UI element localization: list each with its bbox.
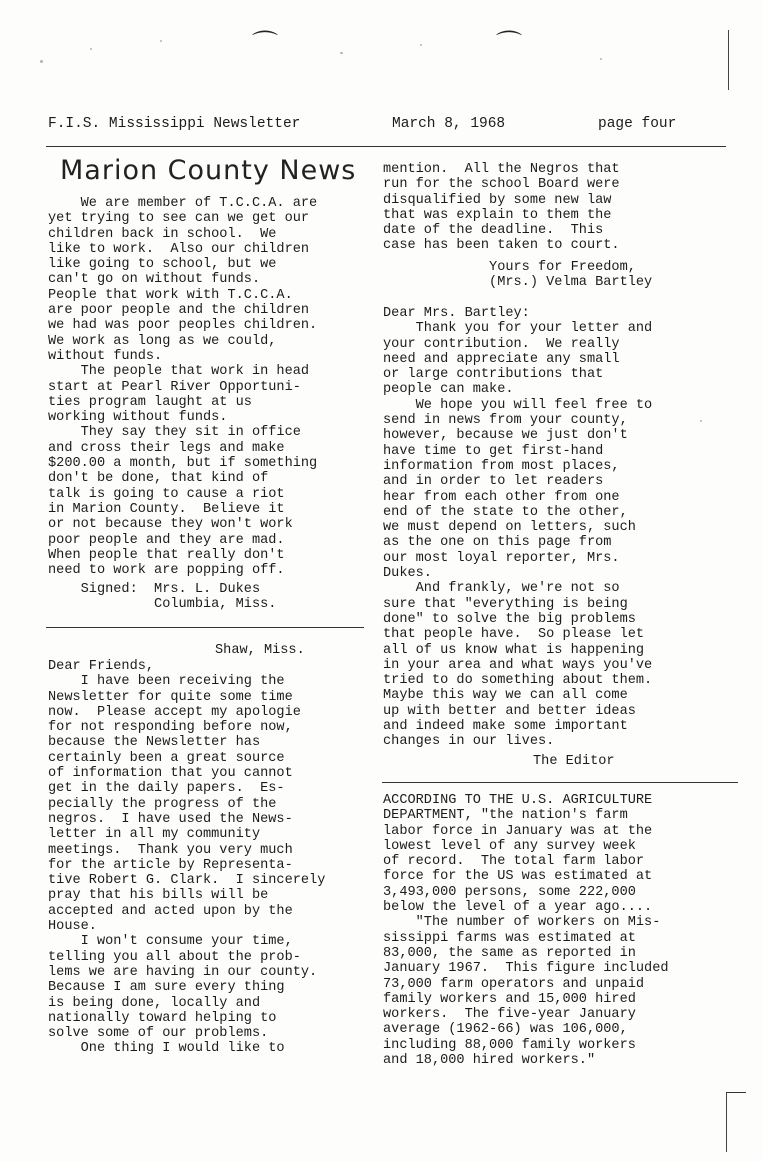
editor-signature: The Editor — [533, 754, 615, 769]
marion-signature: Signed: Mrs. L. Dukes Columbia, Miss. — [80, 582, 277, 613]
scan-speck — [700, 420, 702, 422]
scan-speck — [340, 52, 343, 54]
punch-mark-right: ⌒ — [496, 30, 523, 60]
column-divider — [46, 627, 364, 628]
scan-edge-mark — [726, 1092, 727, 1152]
scan-speck — [160, 40, 162, 42]
issue-date: March 8, 1968 — [392, 116, 506, 132]
column-divider — [382, 782, 738, 783]
bartley-letter-continued: mention. All the Negros that run for the school Board were disqualified by some new law that was explain to them the date of the deadline. This case has been taken to court. — [383, 162, 620, 254]
editor-reply: Dear Mrs. Bartley: Thank you for your letter and your contribution. We really need and appreciate any small or large contributions that people can make. We hope you will feel free to send in news from your county, however, because we just don't have time to get first-hand information from most places, and in order to let readers hear from each other from one end of the state to the other, we must depend on letters, such as the one on this page from our most loyal reporter, Mrs. Dukes. And frankly, we're not so sure that "everything is being done" to solve the big problems that people have. So please let all of us know what is happening in your area and what ways you've tried to do something about them. Maybe this way we can all come up with better and better ideas and indeed make some important changes in our lives. — [383, 306, 653, 750]
scan-speck — [40, 60, 43, 63]
marion-county-article: We are member of T.C.C.A. are yet trying to see can we get our children back in school. We like to work. Also our children like going to school, but we can't go on without funds. People that work with T.C.C.A. are poor people and the children we had was poor peoples children. We work as long as we could, without funds. The people that work in head start at Pearl River Opportuni- ties program laught at us working without funds. They say they sit in office and cross their legs and make $200.00 a month, but if something don't be done, that kind of talk is going to cause a riot in Marion County. Believe it or not because they won't work poor people and they are mad. When people that really don't need to work are popping off. — [48, 196, 318, 579]
scan-edge-mark — [726, 1092, 746, 1093]
punch-mark-left: ⌒ — [252, 30, 279, 60]
scan-speck — [600, 58, 602, 60]
scan-speck — [420, 44, 422, 46]
shaw-place: Shaw, Miss. — [215, 643, 305, 658]
newsletter-title: F.I.S. Mississippi Newsletter — [48, 116, 301, 132]
scan-speck — [90, 48, 92, 50]
bartley-closing: Yours for Freedom, (Mrs.) Velma Bartley — [489, 260, 653, 291]
scan-edge-mark — [728, 30, 729, 90]
agriculture-article: ACCORDING TO THE U.S. AGRICULTURE DEPARTMENT, "the nation's farm labor force in January was at the lowest level of any survey week of record. The total farm labor force for the US was estimated at 3,493,000 persons, some 222,000 below the level of a year ago.... "The number of workers on Mis- sissippi farms was estimated at 83,000, the same as reported in January 1967. This figure included 73,000 farm operators and unpaid family workers and 15,000 hired workers. The five-year January average (1962-66) was 106,000, including 88,000 family workers and 18,000 hired workers." — [383, 793, 669, 1069]
header-rule — [46, 146, 726, 147]
shaw-letter: Dear Friends, I have been receiving the Newsletter for quite some time now. Please accept my apologie for not responding before now, because the Newsletter has certainly been a great source of information that you cannot get in the daily papers. Es- pecially the progress of the negros. I have used the News- letter in all my community meetings. Thank you very much for the article by Representa- tive Robert G. Clark. I sincerely pray that his bills will be accepted and acted upon by the House. I won't consume your time, telling you all about the prob- lems we are having in our county. Because I am sure every thing is being done, locally and nationally toward helping to solve some of our problems. One thing I would like to — [48, 659, 326, 1057]
section-title: Marion County News — [60, 155, 357, 186]
page-number: page four — [598, 116, 677, 132]
